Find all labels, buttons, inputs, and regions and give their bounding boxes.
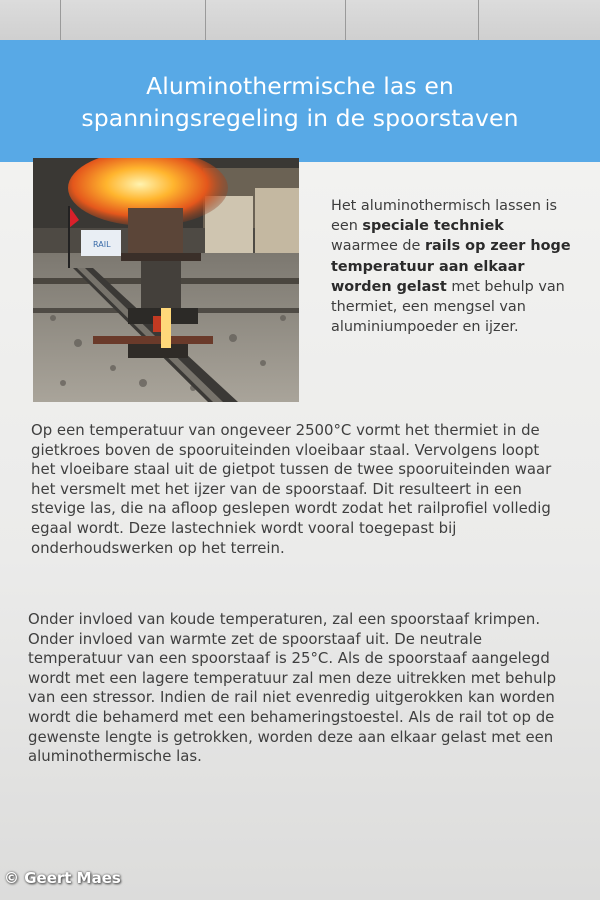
welding-photo — [33, 158, 299, 402]
photo-credit: © Geert Maes — [4, 869, 121, 887]
welding-scene-illustration — [33, 158, 299, 402]
paragraph-tension: Onder invloed van koude temperaturen, zal een spoorstaaf krimpen. Onder invloed van warmte zet de spoorstaaf uit. De neutrale temperatuur van een spoorstaaf is 25°C. Als de spoorstaaf aangelegd wordt met een lagere temperatuur zal men deze uitrekken met behulp van een stressor. Indien de rail niet evenredig uitgerokken kan worden wordt die behamerd met een behameringstoestel. Als de rail tot op de gewenste lengte is getrokken, worden deze aan elkaar gelast met een aluminothermische las. — [28, 610, 557, 766]
wall-background — [0, 0, 600, 42]
title-line-2: spanningsregeling in de spoorstaven — [81, 104, 519, 132]
intro-text-1: Het aluminothermisch lassen is een — [331, 198, 558, 235]
page-title — [0, 70, 600, 134]
intro-text-2: waarmee de — [331, 238, 425, 255]
intro-text-3: met behulp van thermiet, een mengsel van aluminiumpoeder en ijzer. — [331, 278, 565, 336]
paragraph-welding: Op een temperatuur van ongeveer 2500°C vormt het thermiet in de gietkroes boven de spooruiteinden vloeibaar staal. Vervolgens loopt het vloeibare staal uit de gietpot tussen de twee spooruiteinden waar het versmelt met het ijzer van de spoorstaaf. Dit resulteert in een stevige las, die na afloop geslepen wordt zodat het railprofiel volledig egaal wordt. Deze lastechniek wordt vooral toegepast bij onderhoudswerken op het terrein. — [31, 421, 552, 557]
title-line-1: Aluminothermische las en — [146, 72, 454, 100]
intro-text — [331, 196, 571, 337]
rail-sign-text: RAIL — [93, 240, 111, 249]
intro-bold-1: speciale techniek — [362, 218, 504, 235]
intro-bold-2: rails op zeer hoge temperatuur aan elkaar worden gelast — [331, 238, 571, 295]
